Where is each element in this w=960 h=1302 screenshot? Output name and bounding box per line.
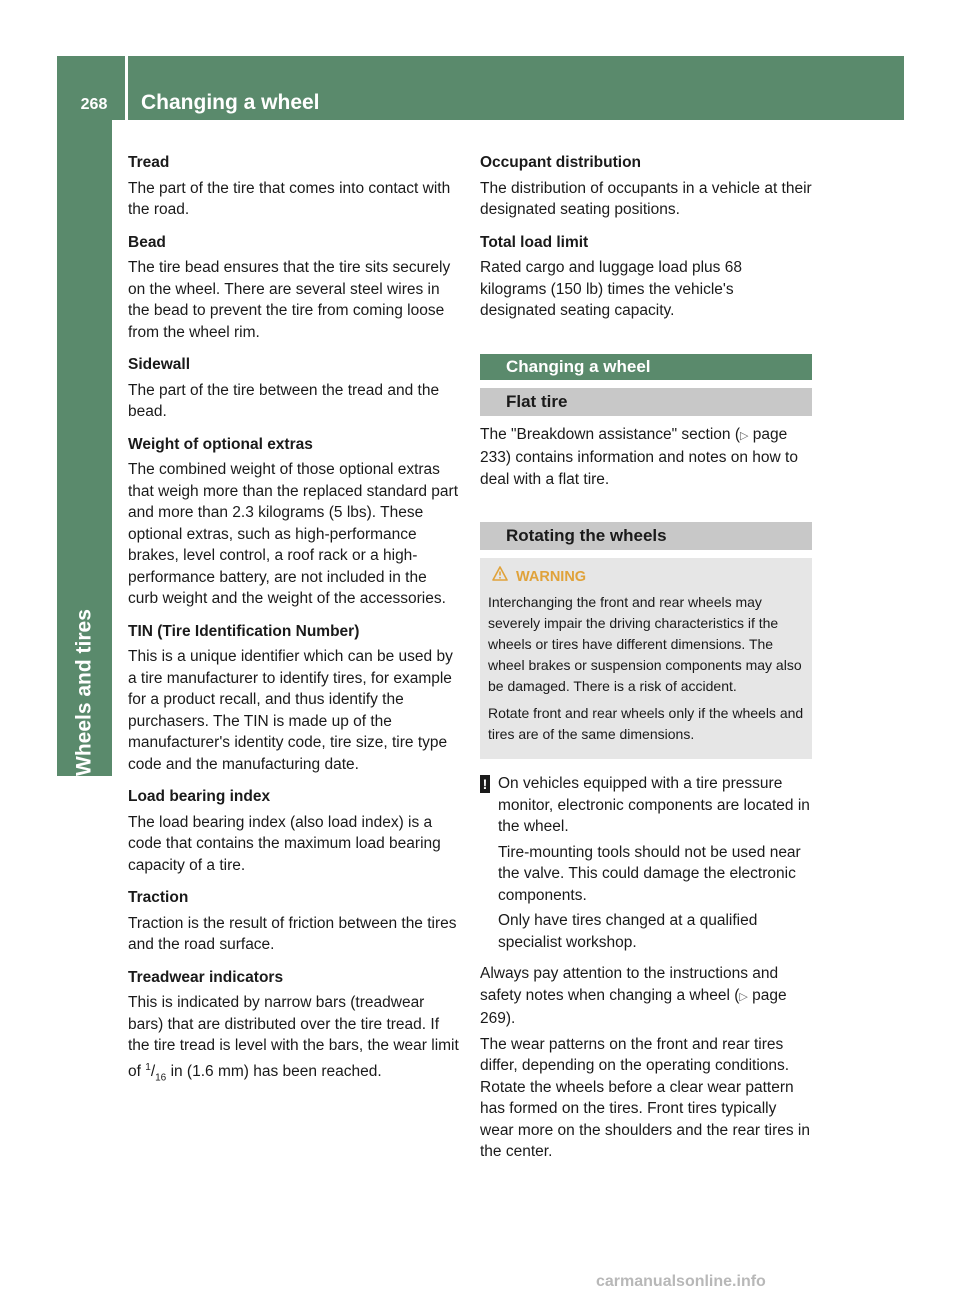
right-column xyxy=(480,152,812,1174)
term-traction: Traction xyxy=(128,889,189,906)
note-text-3: Only have tires changed at a qualified specialist workshop. xyxy=(498,912,758,951)
term-treadwear-indicators: Treadwear indicators xyxy=(128,968,284,986)
side-tab xyxy=(57,120,112,776)
definition-treadwear-indicators: This is indicated by narrow bars (treadwear bars) that are distributed over the tire tread. If the tire tread is level with the bars, the wear limit of $^1/_{16}$ in (1.6 mm) has been reached. xyxy=(128,994,459,1083)
term-sidewall: Sidewall xyxy=(128,356,191,373)
definition-weight-optional-extras: The combined weight of those optional extras that weigh more than the replaced standard part and more than 2.3 kilograms (5 lbs). These optional extras, such as high-performance brakes, level control, a roof rack or a high-performance battery, are not included in the curb weight and the weight of the accessories. xyxy=(128,461,459,607)
wear-patterns-text: The wear patterns on the front and rear tires differ, depending on the operating conditions. Rotate the wheels before a clear wear pattern has formed on the tires. Front tires typically wear more on the shoulders and the rear tires in the center. xyxy=(480,1035,810,1160)
term-total-load-limit: Total load limit xyxy=(480,233,589,251)
term-weight-optional-extras: Weight of optional extras xyxy=(128,435,313,453)
term-bead: Bead xyxy=(128,233,166,251)
definition-bead: The tire bead ensures that the tire sits securely on the wheel. There are several steel wires in the bead to prevent the tire from coming loose from the wheel rim. xyxy=(128,259,451,341)
definition-traction: Traction is the result of friction between the tires and the road surface. xyxy=(128,914,457,953)
subsection-heading-flat-tire: Flat tire xyxy=(480,388,812,416)
side-tab-label: Wheels and tires xyxy=(72,609,96,776)
page-ref-arrow-icon-2: ▷ xyxy=(739,990,748,1003)
exclamation-icon: ! xyxy=(480,775,490,793)
definition-tin: This is a unique identifier which can be used by a tire manufacturer to identify tires, for example for a product recall, and thus identify the purchasers. The TIN is made up of the manufacturer's identity code, tire size, tire type code and the manufacturing date. xyxy=(128,648,453,773)
definition-total-load-limit: Rated cargo and luggage load plus 68 kilograms (150 lb) times the vehicle's designated seating capacity. xyxy=(480,259,742,319)
left-column xyxy=(128,152,460,1099)
note-text-2: Tire-mounting tools should not be used near the valve. This could damage the electronic components. xyxy=(498,843,801,904)
warning-box xyxy=(480,558,812,759)
treadwear-text: This is indicated by narrow bars (treadwear bars) that are distributed over the tire tread. If the tire tread is level with the bars, the wear limit of xyxy=(128,994,459,1080)
definition-occupant-distribution: The distribution of occupants in a vehicle at their designated seating positions. xyxy=(480,179,812,218)
definition-sidewall: The part of the tire between the tread and the bead. xyxy=(128,381,440,420)
page-ref-link-233[interactable]: page 233 xyxy=(480,425,788,466)
flat-tire-text-end: ) contains information and notes on how to deal with a flat tire. xyxy=(480,449,798,488)
flat-tire-text-start: The "Breakdown assistance" section ( xyxy=(480,425,740,443)
definition-load-bearing-index: The load bearing index (also load index) is a code that contains the maximum load bearing capacity of a tire. xyxy=(128,813,441,874)
subsection-heading-rotating-wheels: Rotating the wheels xyxy=(480,522,812,550)
page-ref-link-269[interactable]: page 269 xyxy=(480,986,787,1027)
warning-text-risk: Interchanging the front and rear wheels may severely impair the driving characteristics if the wheels or tires have different dimensions. The wheel brakes or suspension components may also be damaged. There is a risk of accident. xyxy=(488,594,802,694)
warning-text-instruction: Rotate front and rear wheels only if the wheels and tires are of the same dimensions. xyxy=(488,705,804,742)
instructions-text-start: Always pay attention to the instructions and safety notes when changing a wheel ( xyxy=(480,965,779,1004)
warning-header xyxy=(488,566,804,588)
fraction-denominator: 16 xyxy=(155,1071,167,1083)
instructions-text xyxy=(480,963,812,1030)
page-ref-arrow-icon: ▷ xyxy=(740,429,749,442)
header-divider xyxy=(125,56,128,120)
term-occupant-distribution: Occupant distribution xyxy=(480,154,642,171)
warning-label: WARNING xyxy=(516,568,587,585)
section-heading-changing-wheel: Changing a wheel xyxy=(480,354,812,380)
term-tin: TIN (Tire Identification Number) xyxy=(128,622,360,640)
warning-triangle-icon xyxy=(492,566,508,588)
term-load-bearing-index: Load bearing index xyxy=(128,788,271,805)
note-text-1: On vehicles equipped with a tire pressure monitor, electronic components are located in the wheel. xyxy=(498,775,810,835)
page-title: Changing a wheel xyxy=(141,91,320,114)
treadwear-text-end: in (1.6 mm) has been reached. xyxy=(170,1062,382,1080)
note-block xyxy=(480,773,812,957)
watermark: carmanualsonline.info xyxy=(596,1273,766,1290)
fraction-numerator: 1 xyxy=(145,1061,151,1073)
page-number: 268 xyxy=(80,96,108,113)
instructions-text-end: ). xyxy=(505,1010,516,1027)
definition-tread: The part of the tire that comes into contact with the road. xyxy=(128,179,451,218)
flat-tire-text xyxy=(480,424,812,491)
term-tread: Tread xyxy=(128,154,170,171)
